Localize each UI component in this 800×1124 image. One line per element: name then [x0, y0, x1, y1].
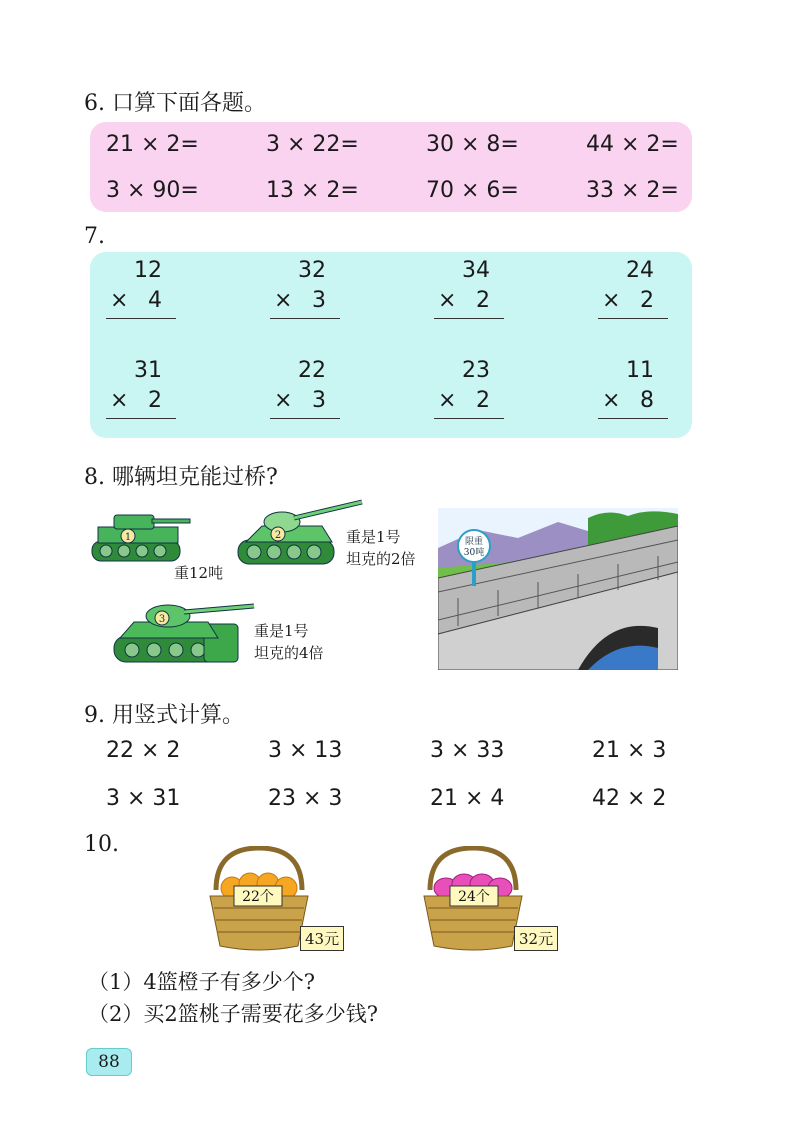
- oral-item: 3 × 22=: [266, 132, 359, 157]
- vertical-problem: 32 × 3: [270, 256, 340, 319]
- column-calc-item: 3 × 13: [268, 738, 343, 763]
- q8-title: 8. 哪辆坦克能过桥?: [84, 465, 278, 490]
- oral-item: 33 × 2=: [586, 178, 679, 203]
- answer-line: [270, 418, 340, 419]
- answer-line: [434, 318, 504, 319]
- oral-item: 13 × 2=: [266, 178, 359, 203]
- oral-item: 70 × 6=: [426, 178, 519, 203]
- answer-line: [270, 318, 340, 319]
- q10-title: 10.: [84, 832, 119, 857]
- tank-3-caption-line1: 重是1号: [254, 622, 309, 640]
- orange-basket-illustration: [204, 846, 314, 954]
- vertical-problem: 11 × 8: [598, 356, 668, 419]
- page-number: 88: [86, 1048, 132, 1076]
- column-calc-item: 22 × 2: [106, 738, 181, 763]
- q7-title: 7.: [84, 224, 105, 249]
- oral-item: 3 × 90=: [106, 178, 199, 203]
- column-calc-item: 42 × 2: [592, 786, 667, 811]
- vertical-problem: 24 × 2: [598, 256, 668, 319]
- vertical-problem: 31 × 2: [106, 356, 176, 419]
- basket-count-label: 24个: [458, 889, 490, 905]
- orange-basket-price-tag: 43元: [300, 926, 344, 951]
- vertical-problem: 22 × 3: [270, 356, 340, 419]
- oral-item: 30 × 8=: [426, 132, 519, 157]
- peach-basket-price-tag: 32元: [514, 926, 558, 951]
- vertical-problem: 23 × 2: [434, 356, 504, 419]
- vertical-problem: 34 × 2: [434, 256, 504, 319]
- q10-sub-question-2: （2）买2篮桃子需要花多少钱?: [88, 1002, 378, 1026]
- q6-title: 6. 口算下面各题。: [84, 91, 266, 116]
- oral-item: 21 × 2=: [106, 132, 199, 157]
- bridge-illustration: [438, 508, 678, 670]
- column-calc-item: 21 × 3: [592, 738, 667, 763]
- vertical-problem: 12 × 4: [106, 256, 176, 319]
- q9-title: 9. 用竖式计算。: [84, 703, 244, 728]
- answer-line: [598, 318, 668, 319]
- tank-3-illustration: [108, 596, 258, 672]
- answer-line: [434, 418, 504, 419]
- column-calc-item: 3 × 31: [106, 786, 181, 811]
- tank-2-caption-line1: 重是1号: [346, 528, 401, 546]
- column-calc-item: 21 × 4: [430, 786, 505, 811]
- column-calc-item: 3 × 33: [430, 738, 505, 763]
- tank-number: 1: [124, 532, 132, 543]
- weight-limit-sign-line1: 限重: [464, 537, 484, 547]
- q10-sub-question-1: （1）4篮橙子有多少个?: [88, 970, 315, 994]
- vertical-calc-box: [90, 252, 692, 438]
- answer-line: [106, 318, 176, 319]
- weight-limit-sign-line2: 30吨: [463, 548, 485, 558]
- tank-number: 3: [158, 614, 166, 625]
- answer-line: [598, 418, 668, 419]
- basket-count-label: 22个: [242, 889, 274, 905]
- tank-2-caption-line2: 坦克的2倍: [346, 550, 416, 568]
- column-calc-item: 23 × 3: [268, 786, 343, 811]
- tank-3-caption-line2: 坦克的4倍: [254, 644, 324, 662]
- answer-line: [106, 418, 176, 419]
- tank-1-caption: 重12吨: [174, 564, 224, 582]
- oral-calc-box: [90, 122, 692, 212]
- oral-item: 44 × 2=: [586, 132, 679, 157]
- peach-basket-illustration: [418, 846, 528, 954]
- tank-number: 2: [274, 530, 282, 541]
